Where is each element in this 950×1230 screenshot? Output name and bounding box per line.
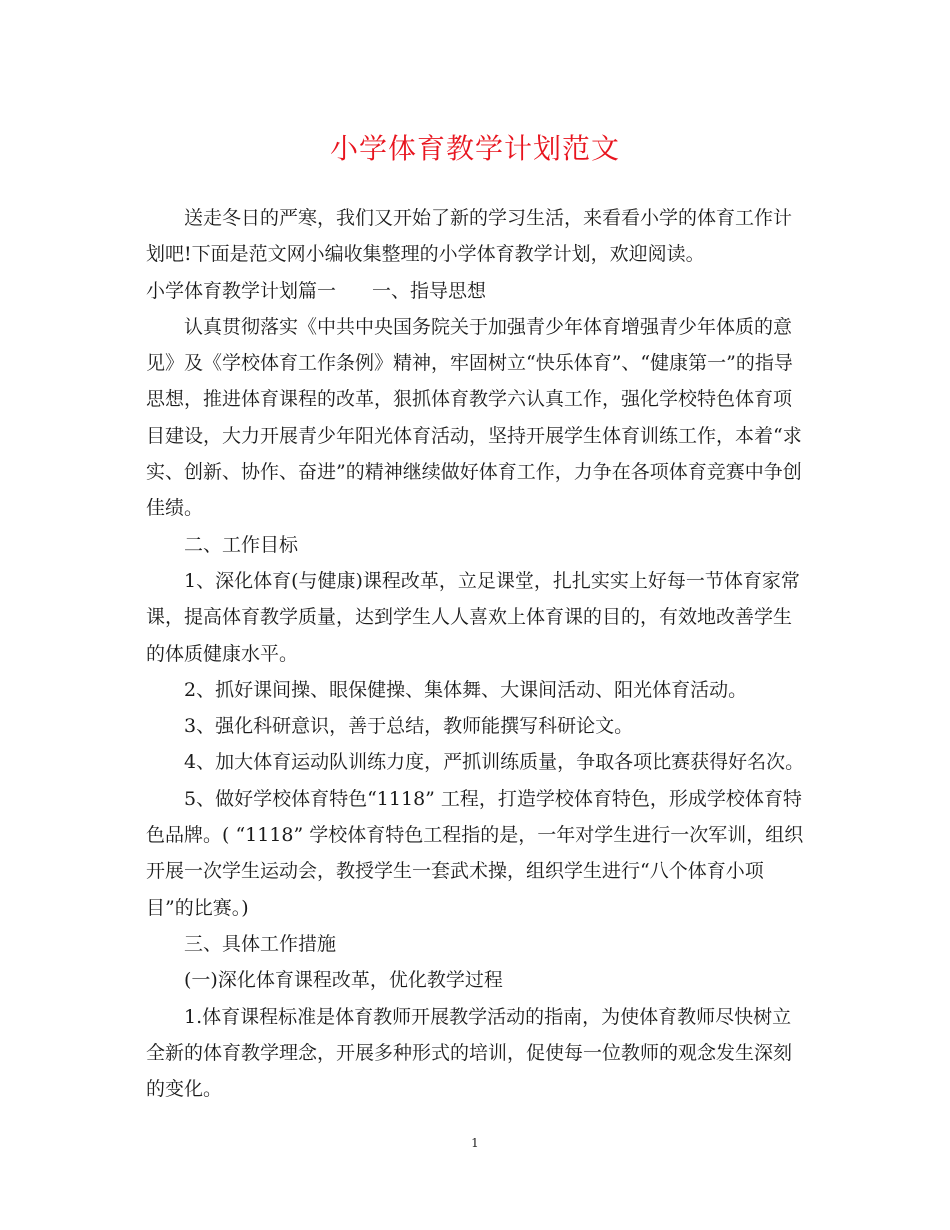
heading-guiding-ideology: 一、指导思想 — [372, 279, 487, 302]
goal-item: 5、做好学校体育特色“1118” 工程，打造学校体育特色，形成学校体育特色品牌。( “1118” 学校体育特色工程指的是，一年对学生进行一次军训，组织开展一次学生运动会，教授学生一套武术操，组织学生进行“八个体育小项目”的比赛。) — [146, 787, 804, 919]
heading-work-goals: 二、工作目标 — [184, 533, 299, 556]
subheading-curriculum-reform: (一)深化体育课程改革，优化教学过程 — [184, 969, 503, 992]
section-label: 小学体育教学计划篇一 — [146, 279, 337, 302]
guiding-ideology-paragraph: 认真贯彻落实《中共中央国务院关于加强青少年体育增强青少年体质的意见》及《学校体育工作条例》精神，牢固树立“快乐体育”、“健康第一”的指导思想，推进体育课程的改革，狠抓体育教学六认真工作，强化学校特色体育项目建设，大力开展青少年阳光体育活动，坚持开展学生体育训练工作，本着“求实、创新、协作、奋进”的精神继续做好体育工作，力争在各项体育竞赛中争创佳绩。 — [146, 315, 802, 520]
goal-item: 4、加大体育运动队训练力度，严抓训练质量，争取各项比赛获得好名次。 — [184, 751, 805, 774]
document-title: 小学体育教学计划范文 — [329, 132, 620, 165]
goal-item: 2、抓好课间操、眼保健操、集体舞、大课间活动、阳光体育活动。 — [184, 678, 748, 701]
goal-item: 1、深化体育(与健康)课程改革，立足课堂，扎扎实实上好每一节体育家常课，提高体育教学质量，达到学生人人喜欢上体育课的目的，有效地改善学生的体质健康水平。 — [146, 569, 800, 665]
measure-paragraph: 1.体育课程标准是体育教师开展教学活动的指南，为使体育教师尽快树立全新的体育教学理念，开展多种形式的培训，促使每一位教师的观念发生深刻的变化。 — [146, 1005, 793, 1101]
page-number: 1 — [471, 1136, 479, 1150]
section-line — [146, 273, 806, 309]
document-body — [146, 200, 806, 1107]
heading-work-measures: 三、具体工作措施 — [184, 932, 337, 955]
intro-paragraph: 送走冬日的严寒，我们又开始了新的学习生活，来看看小学的体育工作计划吧!下面是范文网小编收集整理的小学体育教学计划，欢迎阅读。 — [146, 207, 793, 266]
goal-item: 3、强化科研意识，善于总结，教师能撰写科研论文。 — [184, 715, 634, 738]
